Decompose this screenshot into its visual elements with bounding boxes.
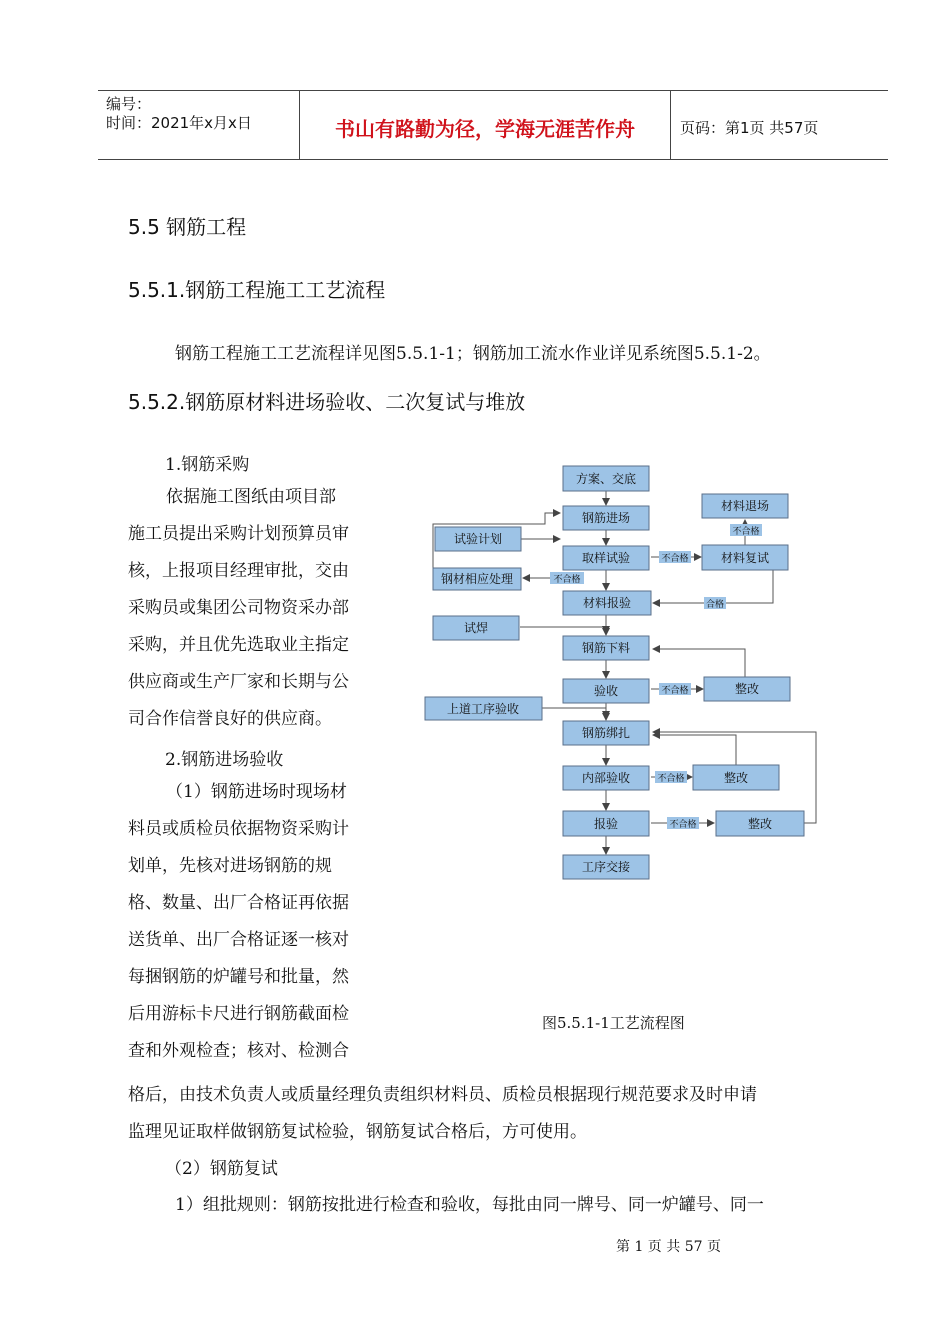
subsection-title: 5.5.2.钢筋原材料进场验收、二次复试与堆放 bbox=[128, 390, 526, 414]
flow-node-label: 工序交接 bbox=[581, 860, 631, 874]
flow-node-label: 方案、交底 bbox=[575, 472, 637, 486]
flow-node-label: 材料退场 bbox=[720, 499, 770, 513]
flow-node-label: 试焊 bbox=[463, 621, 489, 635]
flow-edge-label: 不合格 bbox=[661, 686, 689, 696]
item-title: 2.钢筋进场验收 bbox=[165, 750, 284, 770]
flow-edge-label: 不合格 bbox=[553, 575, 581, 585]
flow-edge-label: 不合格 bbox=[732, 527, 760, 537]
paragraph: 钢筋工程施工工艺流程详见图5.5.1-1；钢筋加工流水作业详见系统图5.5.1-2。 bbox=[175, 344, 771, 364]
text-line: 依据施工图纸由项目部 bbox=[166, 487, 336, 507]
page-footer: 第 1 页 共 57 页 bbox=[616, 1239, 721, 1255]
text-line: 划单，先核对进场钢筋的规 bbox=[128, 856, 332, 876]
item-title: 1.钢筋采购 bbox=[165, 455, 250, 475]
text-line: 施工员提出采购计划预算员审 bbox=[128, 524, 349, 544]
flow-node-label: 钢筋进场 bbox=[581, 511, 631, 525]
text-line: 送货单、出厂合格证逐一核对 bbox=[128, 930, 349, 950]
flow-node-label: 整改 bbox=[747, 817, 773, 831]
flow-node-label: 试验计划 bbox=[453, 532, 503, 546]
item-title: （2）钢筋复试 bbox=[165, 1159, 278, 1179]
flow-node-label: 材料复试 bbox=[720, 551, 770, 565]
flow-node-label: 上道工序验收 bbox=[446, 702, 520, 716]
flow-node-label: 取样试验 bbox=[581, 551, 631, 565]
header-divider bbox=[299, 91, 300, 159]
flow-edge-label: 不合格 bbox=[661, 554, 689, 564]
header-motto: 书山有路勤为径，学海无涯苦作舟 bbox=[335, 117, 635, 141]
section-title: 5.5 钢筋工程 bbox=[128, 215, 247, 239]
text-line: 核，上报项目经理审批，交由 bbox=[128, 561, 349, 581]
item-body bbox=[128, 774, 390, 1070]
header-divider bbox=[670, 91, 671, 159]
text-line: 每捆钢筋的炉罐号和批量，然 bbox=[128, 967, 349, 987]
flow-node-label: 报验 bbox=[593, 817, 619, 831]
flow-node-label: 材料报验 bbox=[582, 596, 632, 610]
text-line: 料员或质检员依据物资采购计 bbox=[128, 819, 349, 839]
text-line: 监理见证取样做钢筋复试检验，钢筋复试合格后，方可使用。 bbox=[128, 1122, 587, 1142]
number-label: 编号： bbox=[106, 95, 152, 113]
text-line: 1）组批规则：钢筋按批进行检查和验收，每批由同一牌号、同一炉罐号、同一 bbox=[175, 1195, 764, 1215]
flow-node-label: 整改 bbox=[734, 682, 760, 696]
flow-edge-label: 不合格 bbox=[669, 820, 697, 830]
text-line: 司合作信誉良好的供应商。 bbox=[128, 709, 332, 729]
page-header bbox=[98, 90, 888, 160]
time-label: 时间：2021年x月x日 bbox=[106, 114, 252, 132]
text-line: 查和外观检查；核对、检测合 bbox=[128, 1041, 349, 1061]
figure-caption: 图5.5.1-1工艺流程图 bbox=[542, 1014, 685, 1032]
flowchart-svg bbox=[420, 460, 830, 890]
text-line: 格后，由技术负责人或质量经理负责组织材料员、质检员根据现行规范要求及时申请 bbox=[128, 1085, 757, 1105]
flow-edge-label: 合格 bbox=[705, 600, 725, 610]
header-page-label: 页码：第1页 共57页 bbox=[680, 119, 819, 137]
text-line: （1）钢筋进场时现场材 bbox=[166, 782, 347, 802]
item-body bbox=[128, 479, 390, 738]
flow-node-label: 钢筋下料 bbox=[581, 641, 631, 655]
text-line: 供应商或生产厂家和长期与公 bbox=[128, 672, 349, 692]
flow-node-label: 验收 bbox=[593, 684, 619, 698]
flow-node-label: 钢筋绑扎 bbox=[581, 726, 631, 740]
flow-node-label: 钢材相应处理 bbox=[440, 572, 514, 586]
text-line: 后用游标卡尺进行钢筋截面检 bbox=[128, 1004, 349, 1024]
text-line: 采购，并且优先选取业主指定 bbox=[128, 635, 349, 655]
header-meta bbox=[106, 95, 252, 133]
flow-edge-label: 不合格 bbox=[657, 774, 685, 784]
text-line: 格、数量、出厂合格证再依据 bbox=[128, 893, 349, 913]
subsection-title: 5.5.1.钢筋工程施工工艺流程 bbox=[128, 278, 386, 302]
text-line: 采购员或集团公司物资采办部 bbox=[128, 598, 349, 618]
flow-node-label: 内部验收 bbox=[581, 771, 631, 785]
flowchart bbox=[420, 460, 830, 894]
flow-node-label: 整改 bbox=[723, 771, 749, 785]
